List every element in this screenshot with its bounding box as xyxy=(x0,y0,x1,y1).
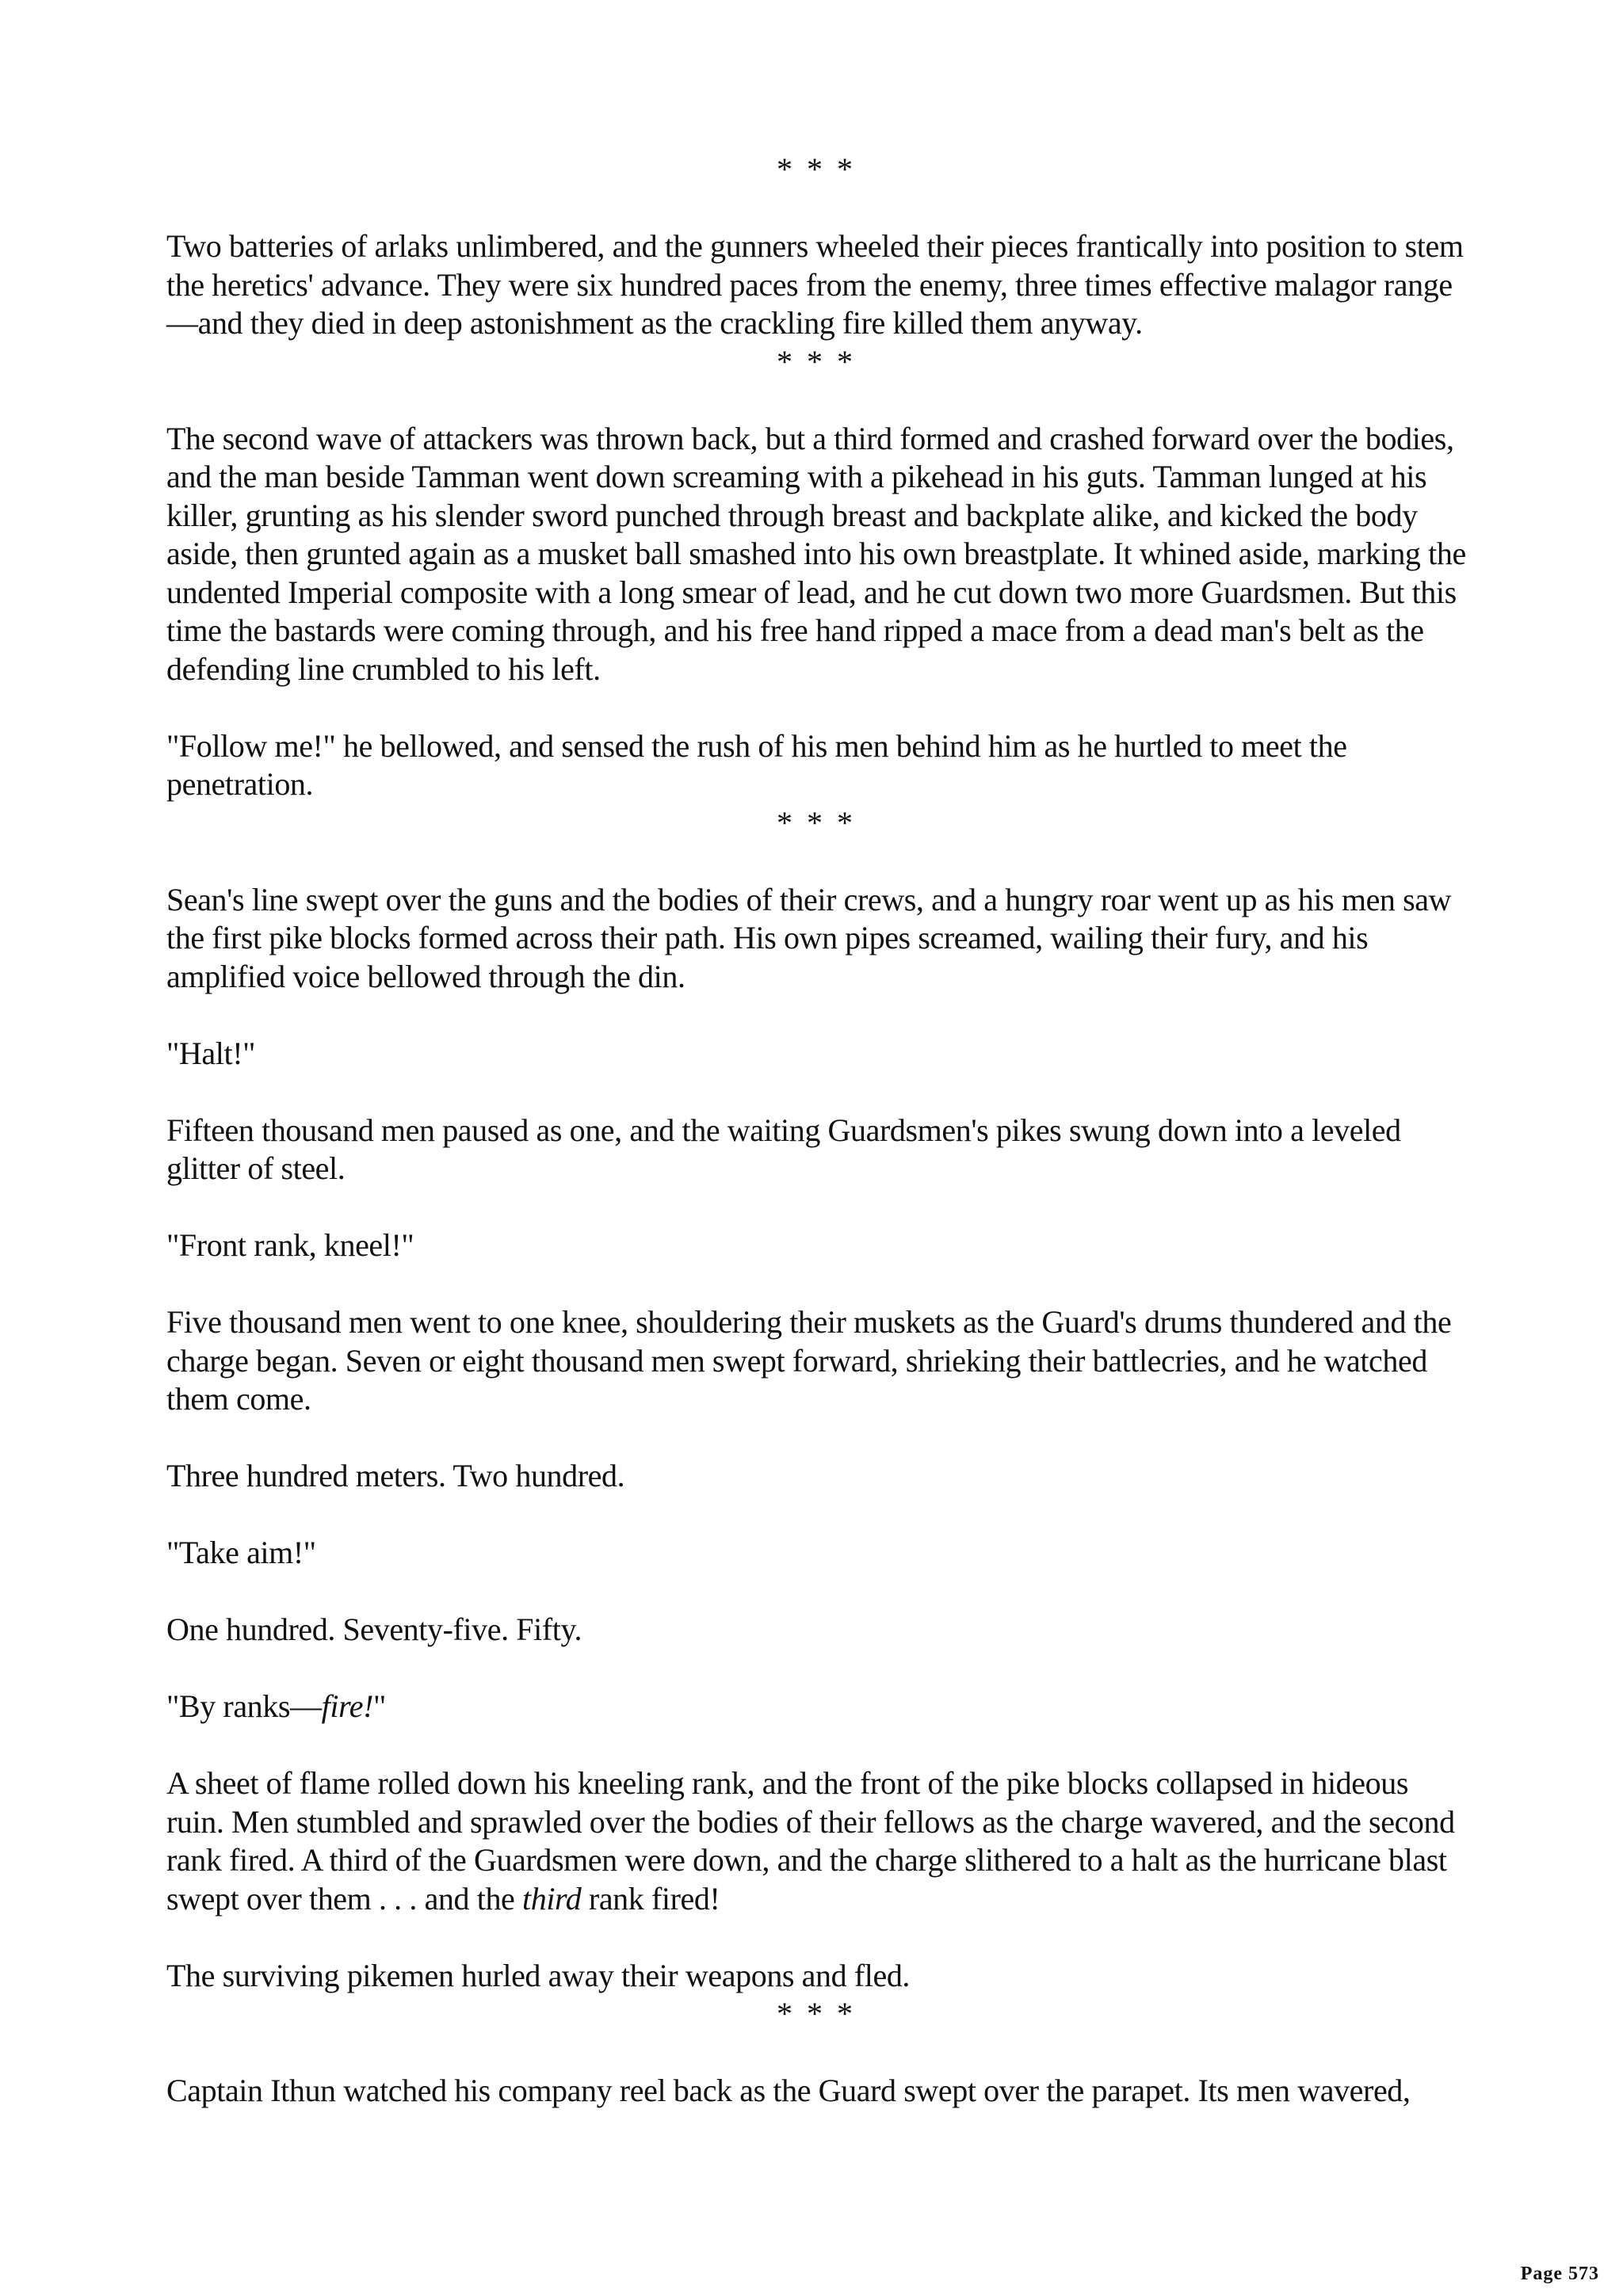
dialogue-line: "Take aim!" xyxy=(166,1535,316,1570)
paragraph: Three hundred meters. Two hundred. xyxy=(166,1458,625,1493)
paragraph-gap xyxy=(166,1918,1466,1957)
text-run: A sheet of flame rolled down his kneeling rank, and the front of the pike blocks collapsed in hideous ruin. Men stumbled and sprawled over the bodies of their fellows as the charge wavered, and the second rank fired. A third of the Guardsmen were down, and the charge slithered to a halt as the hurricane blast swept over them . . . and the xyxy=(166,1765,1455,1917)
scene-separator: * * * xyxy=(777,151,856,187)
paragraph-gap xyxy=(166,189,1466,228)
dialogue-line xyxy=(166,1688,1466,1726)
paragraph-gap xyxy=(166,1573,1466,1611)
paragraph-gap xyxy=(166,381,1466,420)
paragraph-gap xyxy=(166,1188,1466,1227)
paragraph: The second wave of attackers was thrown back, but a third formed and crashed forward over the bodies, and the man beside Tamman went down screaming with a pikehead in his guts. Tamman lunged at his killer, grunting as his slender sword punched through breast and backplate alike, and kicked the body aside, then grunted again as a musket ball smashed into his own breastplate. It whined aside, marking the undented Imperial composite with a long smear of lead, and he cut down two more Guardsmen. But this time the bastards were coming through, and his free hand ripped a mace from a dead man's belt as the defending line crumbled to his left. xyxy=(166,420,1466,687)
paragraph-gap xyxy=(166,996,1466,1035)
paragraph xyxy=(166,1764,1466,1918)
scene-separator: * * * xyxy=(777,343,856,379)
scene-separator: * * * xyxy=(777,1996,856,2031)
page-body xyxy=(166,151,1466,2111)
scene-separator: * * * xyxy=(777,804,856,841)
paragraph: Two batteries of arlaks unlimbered, and the gunners wheeled their pieces frantically into position to stem the heretics' advance. They were six hundred paces from the enemy, three times effective malagor range—and they died in deep astonishment as the crackling fire killed them anyway. xyxy=(166,228,1464,341)
paragraph-gap xyxy=(166,1419,1466,1458)
paragraph-gap xyxy=(166,842,1466,881)
paragraph: One hundred. Seventy-five. Fifty. xyxy=(166,1611,582,1647)
text-run: " xyxy=(373,1688,386,1724)
paragraph-gap xyxy=(166,1073,1466,1112)
paragraph-gap xyxy=(166,1496,1466,1535)
paragraph-gap xyxy=(166,1265,1466,1304)
paragraph: Five thousand men went to one knee, shouldering their muskets as the Guard's drums thundered and the charge began. Seven or eight thousand men swept forward, shrieking their battlecries, and he watched them come. xyxy=(166,1304,1452,1417)
paragraph: "Follow me!" he bellowed, and sensed the rush of his men behind him as he hurtled to meet the penetration. xyxy=(166,727,1347,802)
paragraph-gap xyxy=(166,1650,1466,1688)
paragraph: Fifteen thousand men paused as one, and the waiting Guardsmen's pikes swung down into a leveled glitter of steel. xyxy=(166,1112,1401,1186)
text-run: "By ranks— xyxy=(166,1688,322,1724)
paragraph-gap xyxy=(166,1726,1466,1765)
italic-run: fire! xyxy=(321,1688,374,1724)
text-run: rank fired! xyxy=(581,1880,720,1917)
paragraph: Captain Ithun watched his company reel back as the Guard swept over the parapet. Its men wavered, xyxy=(166,2073,1411,2108)
dialogue-line: "Halt!" xyxy=(166,1035,256,1071)
paragraph-gap xyxy=(166,688,1466,727)
page-number: Page 573 xyxy=(1520,2264,1599,2284)
italic-run: third xyxy=(522,1880,582,1917)
dialogue-line: "Front rank, kneel!" xyxy=(166,1227,414,1263)
paragraph: The surviving pikemen hurled away their weapons and fled. xyxy=(166,1957,911,1993)
paragraph: Sean's line swept over the guns and the bodies of their crews, and a hungry roar went up as his men saw the first pike blocks formed across their path. His own pipes screamed, wailing their fury, and his amplified voice bellowed through the din. xyxy=(166,881,1452,994)
paragraph-gap xyxy=(166,2034,1466,2073)
